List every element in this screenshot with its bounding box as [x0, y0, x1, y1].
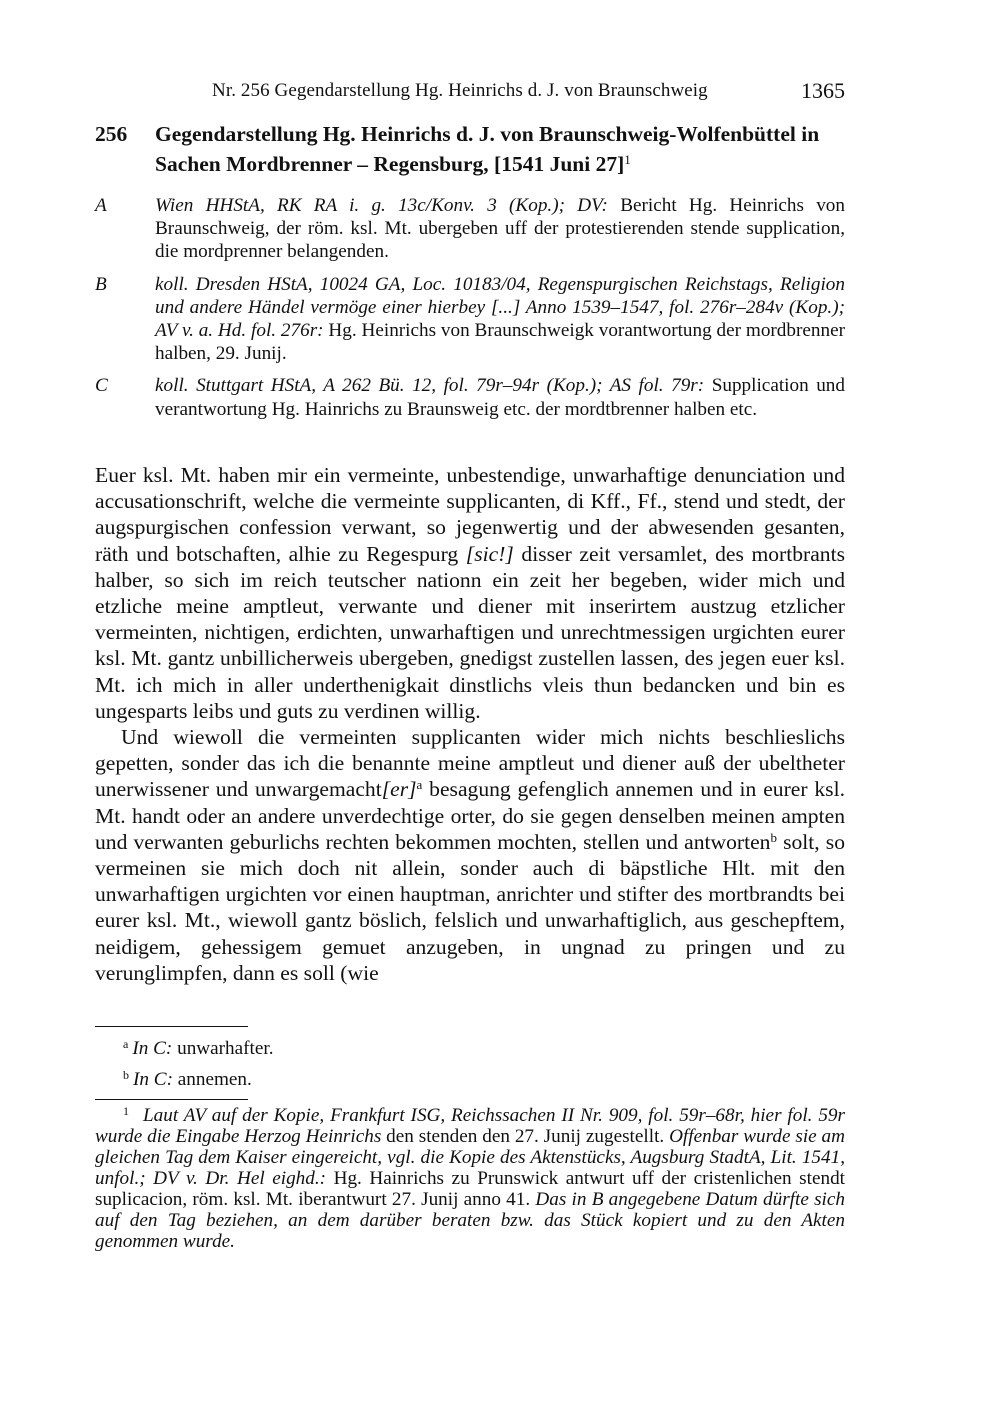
text-run: Euer ksl. Mt. haben mir ein vermeinte, unbestendige, unwarhaftige denunciation und accusationschrift, welche die vermeinte supplicanten, di Kff., Ff., stend und stedt, der augspurgischen confession verwant, so jegenwertig und der abwesenden gesanten, räth und botschaften, alhie zu Regespurg	[95, 463, 845, 566]
running-header	[95, 80, 845, 110]
variant-ref-b: b	[770, 829, 777, 845]
footnote-ref-1: 1	[624, 152, 631, 167]
note-mark: 1	[123, 1104, 129, 1118]
variant-note-b	[95, 1062, 845, 1093]
note-label: In C:	[133, 1069, 173, 1090]
running-title: Nr. 256 Gegendarstellung Hg. Heinrichs d. J. von Braunschweig	[212, 80, 708, 101]
note-text: den stenden den 27. Junij zugestellt.	[381, 1126, 670, 1147]
source-entry-c	[95, 374, 845, 420]
sic-mark: [sic!]	[465, 541, 514, 566]
footnote-divider	[95, 1026, 248, 1027]
source-reference: koll. Dresden HStA, 10024 GA, Loc. 10183/04, Regenspurgischen Reichstags, Religion und andere Händel vermöge einer hierbey [...] Anno 1539–1547, fol. 276r–284v (Kop.); AV v. a. Hd. fol. 276r:	[155, 273, 845, 342]
note-text: unwarhafter.	[172, 1038, 274, 1059]
text-run: solt, so vermeinen sie mich doch nit allein, sonder auch di bäpstliche Hlt. mit den unwarhaftigen urgichten vor einen hauptman, anrichter und stifter des mortbrandts bei eurer ksl. Mt., wiewoll gantz böslich, felslich und unwarhaftiglich, aus geschepftem, neidigem, gehessigem gemuet anzugeben, in ungnad zu pringen und zu verunglimpfen, dann es soll (wie	[95, 829, 845, 985]
source-reference: koll. Stuttgart HStA, A 262 Bü. 12, fol. 79r–94r (Kop.); AS fol. 79r:	[155, 375, 705, 397]
paragraph-2	[95, 724, 845, 986]
variant-notes	[95, 1031, 845, 1093]
document-title-text: Gegendarstellung Hg. Heinrichs d. J. von Braunschweig-Wolfenbüttel in Sachen Mordbrenner – Regensburg, [1541 Juni 27]	[155, 122, 820, 176]
source-entry-b	[95, 273, 845, 366]
document-title	[155, 122, 845, 177]
variant-ref-a: a	[416, 777, 423, 793]
paragraph-1	[95, 462, 845, 724]
main-text	[95, 462, 845, 986]
source-description: Supplication und verantwortung Hg. Hainrichs zu Braunsweig etc. der mordtbrenner halben etc.	[155, 375, 845, 420]
note-text: Das in B angegebene Datum dürfte sich auf den Tag beziehen, an dem darüber beraten bzw. das Stück kopiert und zu den Akten genommen wurde.	[95, 1189, 845, 1252]
source-list	[95, 194, 845, 430]
note-text: Hg. Hainrichs zu Prunswick antwurt uff der cristenlichen stendt suplicacion, röm. ksl. Mt. iberantwurt 27. Junij anno 41.	[95, 1168, 846, 1210]
text-run: disser zeit versamlet, des mortbrants halber, so sich im reich teutscher nationn ein zeit her begeben, wider mich und etzliche meine amptleut, verwante und diener mit inserirtem austzug etzlicher vermeinten, nichtigen, erdichten, unwarhaftigen und unrechtmessigen urgichten eurer ksl. Mt. gantz unbillicherweis ubergeben, gnedigst zustellen lassen, des jegen euer ksl. Mt. ich mich in aller underthenigkait dinstlichs vleis thun bedancken und bin es ungesparts leibs und guts zu verdinen willig.	[95, 541, 846, 723]
text-run: besagung gefenglich annemen und in eurer ksl. Mt. handt oder an andere unverdechtige orter, do sie gegen denselben meinen ampten und verwanten geburlichs rechten bekommen mochten, stellen und antworten	[95, 777, 845, 854]
note-mark: a	[123, 1037, 129, 1051]
source-sigle: A	[95, 195, 107, 216]
source-description: Bericht Hg. Heinrichs von Braunschweig, der röm. ksl. Mt. ubergeben uff der protestierenden stende supplication, die mordprenner belangenden.	[155, 195, 845, 263]
source-sigle: B	[95, 273, 107, 295]
fact-note-1	[95, 1101, 845, 1252]
fact-notes	[95, 1101, 845, 1252]
page-number: 1365	[801, 78, 845, 103]
note-text: annemen.	[172, 1069, 252, 1090]
editorial-insertion: [er]	[381, 777, 417, 802]
note-mark: b	[123, 1068, 129, 1082]
note-text: Offenbar wurde sie am gleichen Tag dem Kaiser eingereicht, vgl. die Kopie des Aktenstücks, Augsburg StadtA, Lit. 1541, unfol.; DV v. Dr. Hel eighd.:	[95, 1126, 846, 1189]
text-run: Und wiewoll die vermeinten supplicanten wider mich nichts beschlieslichs gepetten, sonder das ich die benannte meine amptleut und diener auß der ubeltheter unerwissener und unwargemacht	[95, 725, 845, 802]
document-number: 256	[95, 122, 128, 146]
note-label: In C:	[132, 1038, 173, 1059]
source-description: Hg. Heinrichs von Braunschweigk vorantwortung der mordbrenner halben, 29. Junij.	[155, 320, 845, 365]
source-reference: Wien HHStA, RK RA i. g. 13c/Konv. 3 (Kop.); DV:	[155, 195, 608, 216]
source-sigle: C	[95, 375, 108, 397]
variant-note-a	[95, 1031, 845, 1062]
note-text: Laut AV auf der Kopie, Frankfurt ISG, Reichssachen II Nr. 909, fol. 59r–68r, hier fol. 59r wurde die Eingabe Herzog Heinrichs	[95, 1105, 845, 1147]
footnote-divider	[95, 1099, 248, 1100]
source-entry-a	[95, 194, 845, 264]
